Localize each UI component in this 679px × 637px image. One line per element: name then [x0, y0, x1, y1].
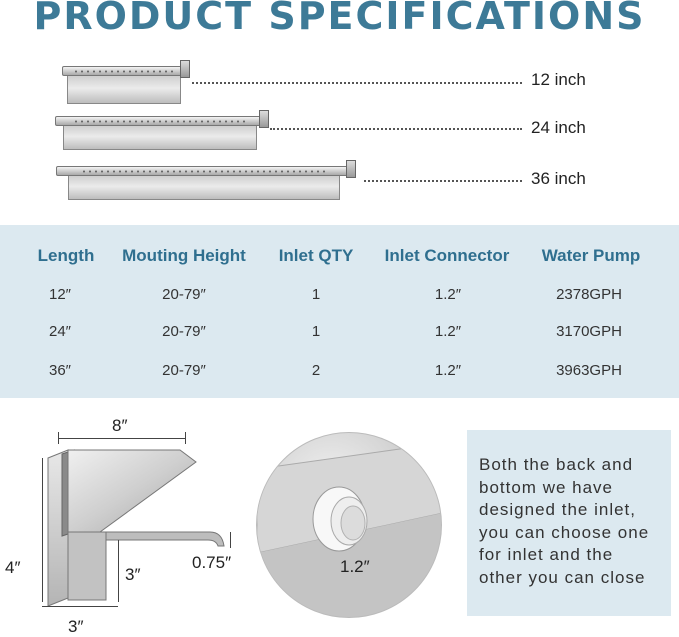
table-cell: 20-79″	[162, 323, 206, 340]
size-label-12-inch: 12 inch	[531, 70, 586, 89]
width-dimension-label: 8″	[112, 416, 128, 435]
width-dimension-line	[58, 438, 186, 439]
table-cell: 2378GPH	[556, 286, 622, 303]
table-cell: 20-79″	[162, 286, 206, 303]
depth-dimension-label: 3″	[125, 565, 141, 584]
product-row-12-inch	[0, 62, 679, 106]
inlet-closeup-image	[256, 432, 442, 618]
table-header-length: Length	[37, 246, 95, 265]
product-row-24-inch	[0, 112, 679, 156]
tick	[185, 432, 186, 444]
product-row-36-inch	[0, 162, 679, 206]
inlet-info-text: Both the back and bottom we have designed the inlet, you can choose one for inlet and the other you can close	[479, 455, 650, 587]
leader-line	[192, 82, 522, 84]
height-dimension-line	[42, 458, 43, 602]
inlet-size-label: 1.2″	[340, 557, 370, 576]
inlet-connector-illustration	[257, 433, 442, 618]
table-cell: 1	[311, 323, 321, 340]
leader-line	[364, 180, 522, 182]
table-cell: 1.2″	[434, 286, 462, 303]
spec-table	[0, 225, 679, 398]
table-header-inlet-connector: Inlet Connector	[384, 246, 510, 265]
table-cell: 1	[311, 286, 321, 303]
lip-dimension-label: 0.75″	[192, 553, 232, 572]
size-label-36-inch: 36 inch	[531, 169, 586, 188]
spillway-24-inch-image	[55, 116, 265, 150]
lip-dimension-line	[230, 532, 231, 548]
tick	[58, 432, 59, 444]
table-cell: 12″	[49, 286, 71, 303]
depth-dimension-line	[118, 540, 119, 602]
inlet-info-box	[467, 430, 671, 616]
base-dimension-line	[42, 606, 118, 607]
spillway-12-inch-image	[62, 66, 186, 104]
spillway-36-inch-image	[56, 166, 352, 200]
table-cell: 1.2″	[434, 362, 462, 379]
leader-line	[270, 128, 522, 130]
table-cell: 2	[311, 362, 321, 379]
height-dimension-label: 4″	[5, 558, 21, 577]
table-cell: 20-79″	[162, 362, 206, 379]
table-cell: 3963GPH	[556, 362, 622, 379]
table-header-water-pump: Water Pump	[541, 246, 641, 265]
table-cell: 3170GPH	[556, 323, 622, 340]
size-label-24-inch: 24 inch	[531, 118, 586, 137]
base-dimension-label: 3″	[68, 617, 84, 636]
table-header-mounting-height: Mouting Height	[122, 246, 246, 265]
table-cell: 36″	[49, 362, 71, 379]
page-title: PRODUCT SPECIFICATIONS	[33, 0, 646, 38]
table-cell: 1.2″	[434, 323, 462, 340]
table-cell: 24″	[49, 323, 71, 340]
table-header-inlet-qty: Inlet QTY	[278, 246, 354, 265]
